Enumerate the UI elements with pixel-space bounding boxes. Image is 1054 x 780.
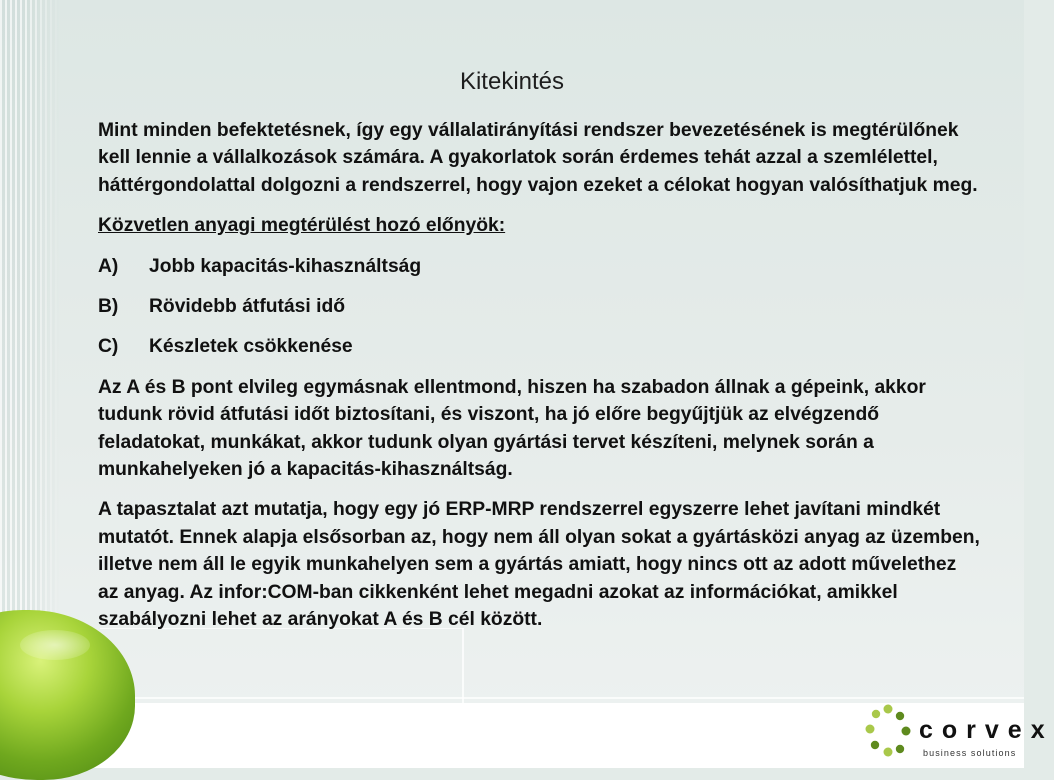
logo-wordmark: corvex [919,716,1054,744]
corvex-logo [862,704,1054,766]
background-stripes [0,0,60,700]
list-item-text: Jobb kapacitás-kihasználtság [149,255,422,277]
frame-line-horizontal [0,697,1024,699]
list-item-text: Rövidebb átfutási idő [149,296,346,318]
list-item-letter: A) [98,255,119,277]
list-item [98,293,980,320]
list-item-text: Készletek csökkenése [149,336,353,358]
apple-shine [20,630,90,660]
list-item [98,333,980,360]
benefits-heading: Közvetlen anyagi megtérülést hozó előnyök: [98,215,506,237]
corvex-dots-icon [862,704,922,766]
list-item [98,253,980,280]
slide-content [98,117,980,647]
list-item-letter: C) [98,336,119,358]
slide-title: Kitekintés [459,68,565,95]
intro-paragraph: Mint minden befektetésnek, így egy vállalatirányítási rendszer bevezetésének is megtérülőnek kell lennie a vállalkozások számára. A gyakorlatok során érdemes tehát azzal a szemlélettel, háttérgondolattal dolgozni a rendszerrel, hogy vajon ezeket a célokat hogyan valósíthatjuk meg. [98,120,978,196]
paragraph-erp: A tapasztalat azt mutatja, hogy egy jó ERP-MRP rendszerrel egyszerre lehet javítani mindkét mutatót. Ennek alapja elsősorban az, hogy nem áll olyan sokat a gyártásközi anyag az üzemben, illetve nem áll le egyik munkahelyen sem a gyártás amiatt, hogy nincs ott az adott művelethez az anyag. Az infor:COM-ban cikkenként lehet megadni azokat az információkat, amikkel szabályozni lehet az arányokat A és B cél között. [98,499,980,631]
list-item-letter: B) [98,296,119,318]
logo-subtitle: business solutions [923,748,1017,758]
paragraph-ab: Az A és B pont elvileg egymásnak ellentmond, hiszen ha szabadon állnak a gépeink, akkor tudunk rövid átfutási időt biztosítani, és viszont, ha jó előre begyűjtjük az elvégzendő feladatokat, munkákat, akkor tudunk olyan gyártási tervet készíteni, melynek során a munkahelyeken jó a kapacitás-kihasználtság. [98,376,926,481]
